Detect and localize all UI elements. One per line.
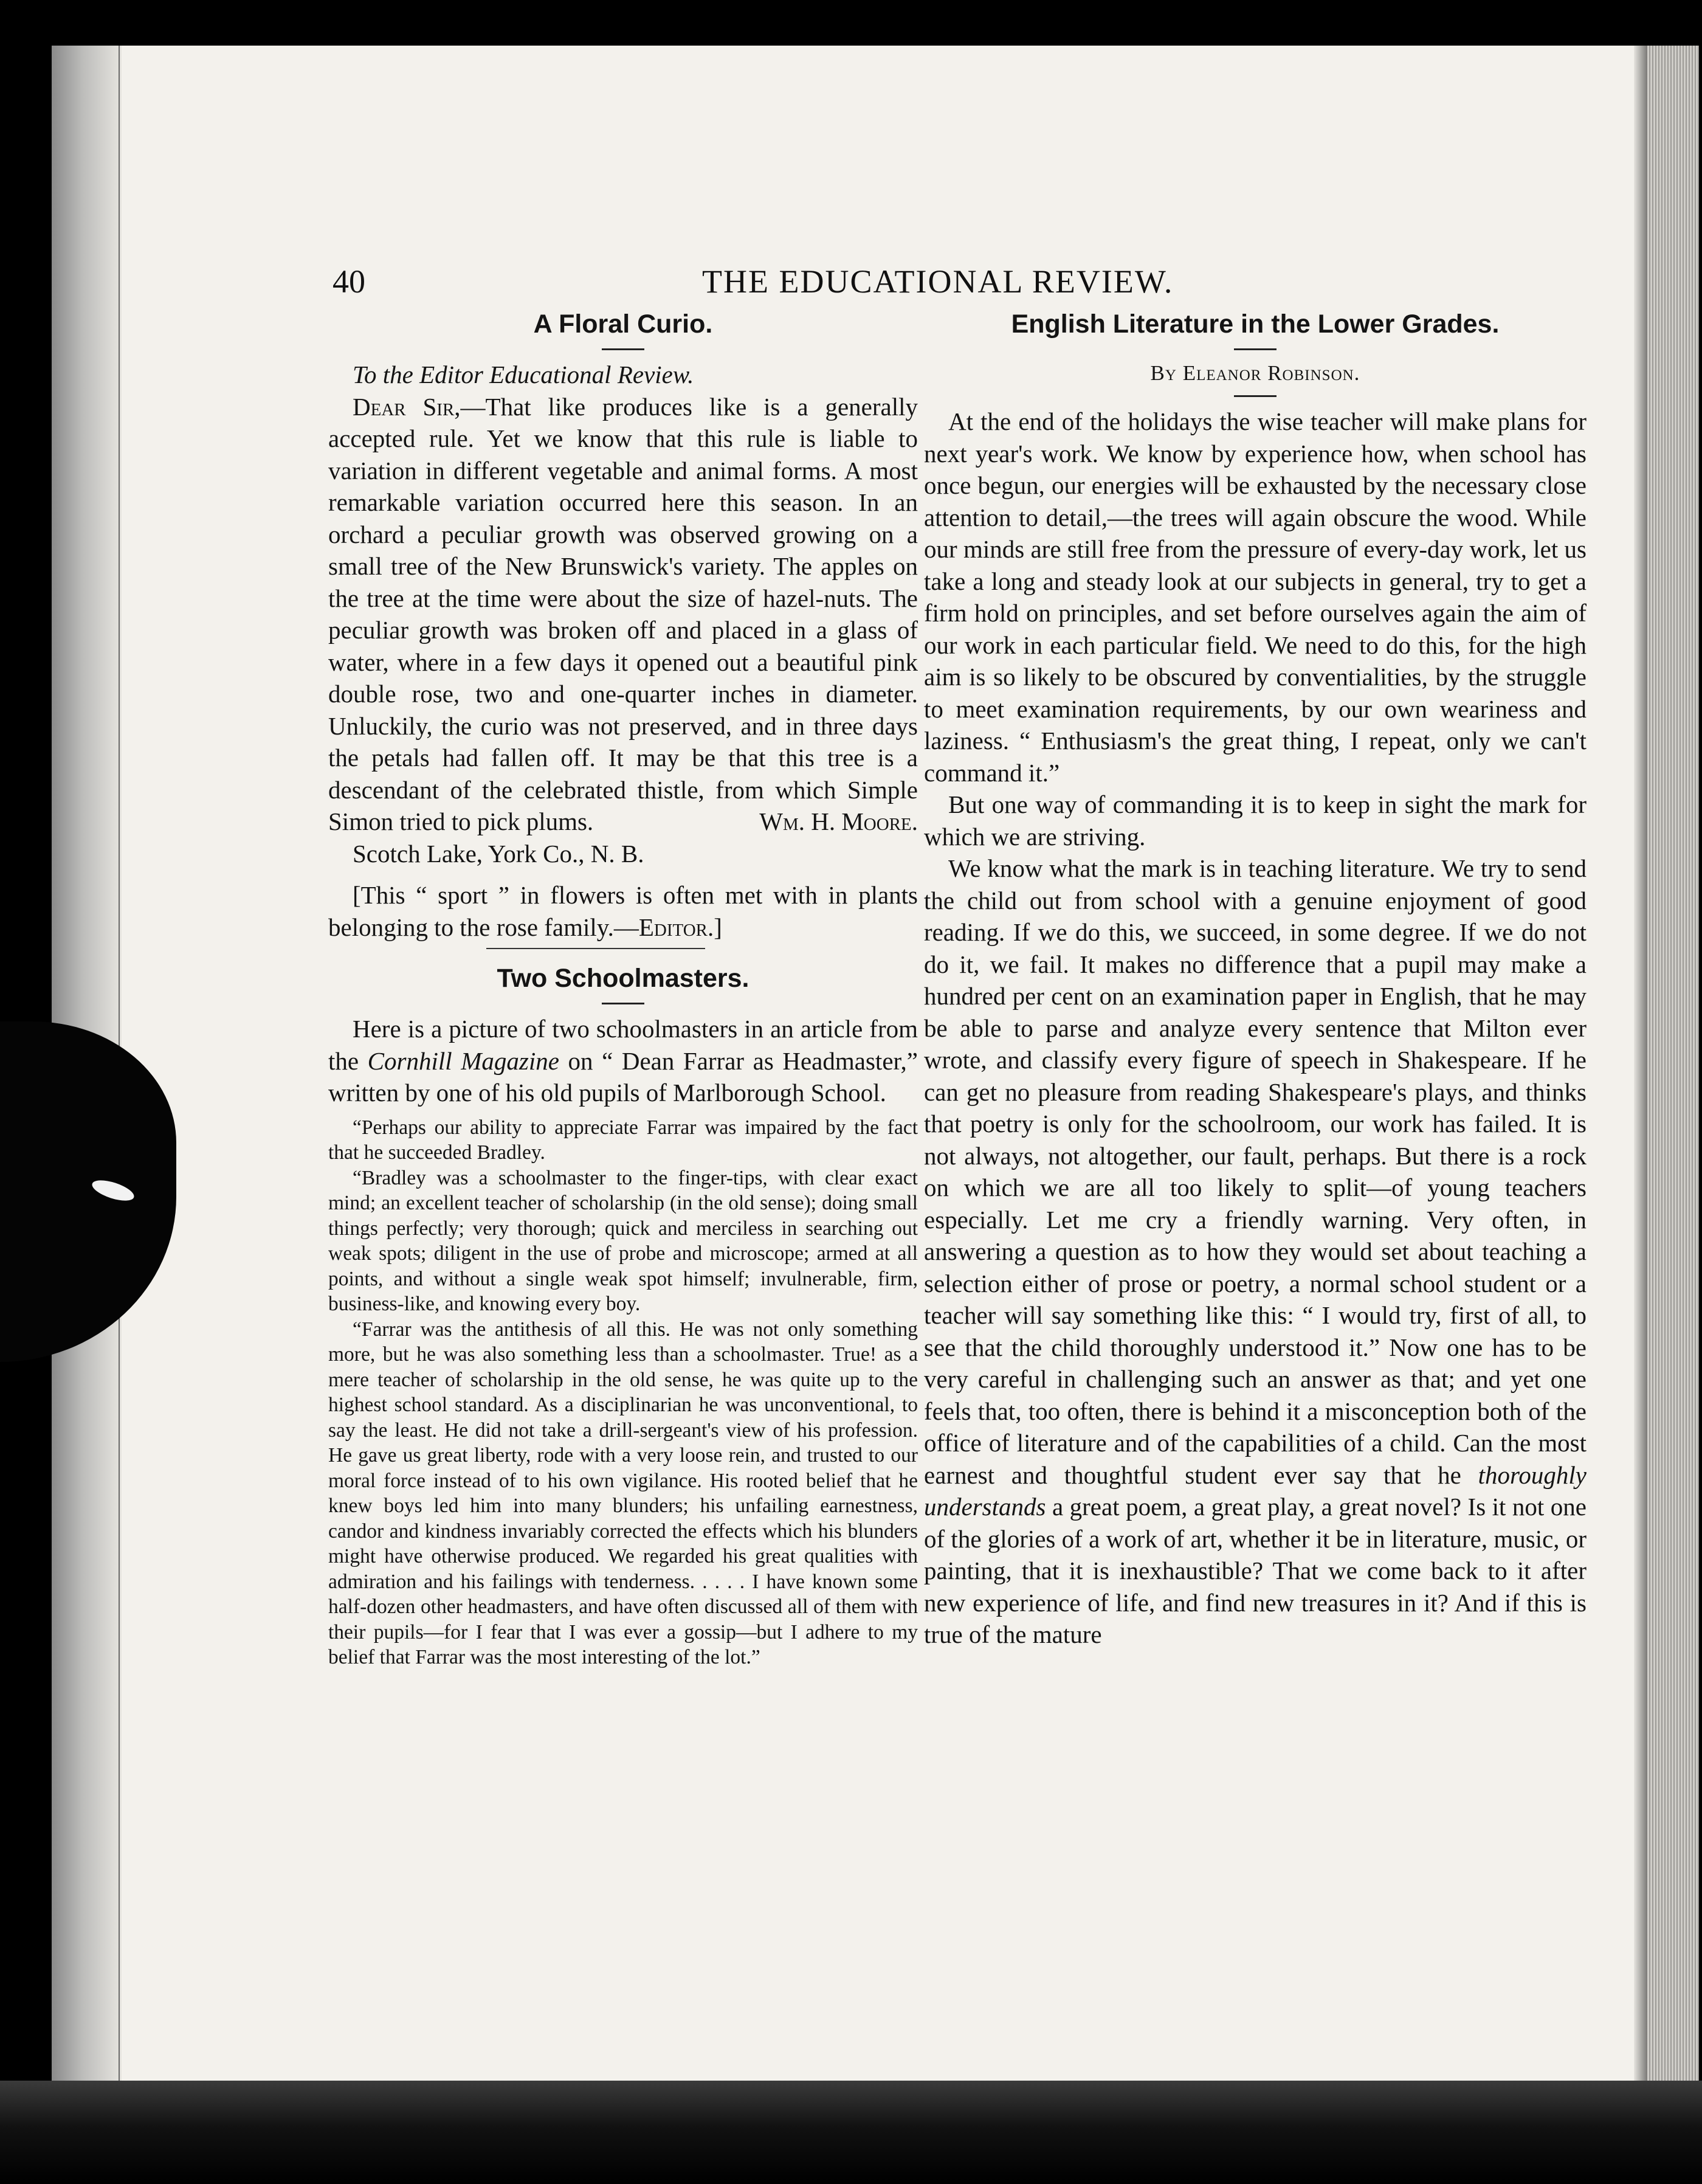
- letter-text: —That like produces like is a generally accepted rule. Yet we know that this rule is liable to variation in different vegetable and animal forms. A most remarkable variation occurred here this season. In an orchard a peculiar growth was observed growing on a small tree of the New Brunswick's variety. The apples on the tree at the time were about the size of hazel-nuts. The peculiar growth was broken off and placed in a glass of water, where in a few days it opened out a beautiful pink double rose, two and one-quarter inches in diameter. Unluckily, the curio was not preserved, and in three days the petals had fallen off. It may be that this tree is a descendant of the celebrated thistle, from which Simple Simon tried to pick plums.: [328, 392, 918, 835]
- quote-paragraph-1: “Perhaps our ability to appreciate Farrar was impaired by the fact that he succeeded Bradley.: [328, 1116, 918, 1164]
- literature-paragraph-2: But one way of commanding it is to keep in sight the mark for which we are striving.: [924, 790, 1587, 851]
- byline-prefix: By: [1150, 361, 1183, 385]
- editor-note: [328, 879, 918, 943]
- journal-title: THE EDUCATIONAL REVIEW.: [702, 263, 1174, 300]
- title-rule: [602, 1003, 644, 1004]
- article-title-english-literature: English Literature in the Lower Grades.: [1011, 309, 1500, 339]
- paragraph-3-end: a great poem, a great play, a great novel? Is it not one of the glories of a work of art, whether it be in literature, music, or painting, that it is inexhaustible? That we come back to it after new experience of life, and find new treasures in it? And if this is true of the mature: [924, 1493, 1587, 1648]
- running-header: [52, 257, 1699, 306]
- title-rule: [602, 348, 644, 350]
- byline: [924, 359, 1587, 388]
- literature-paragraph-3: [924, 852, 1587, 1651]
- title-rule: [1234, 348, 1276, 350]
- page-curl-shadow: [1634, 46, 1647, 2086]
- intro-text: Here is a picture of two schoolmasters in an article from the: [328, 1015, 918, 1075]
- letter-location: Scotch Lake, York Co., N. B.: [353, 839, 644, 868]
- intro-text-end: on “ Dean Farrar as Headmaster,” written by one of his old pupils of Marlborough School.: [328, 1046, 918, 1107]
- paragraph-3-italic: thoroughly understands: [924, 1460, 1587, 1521]
- letter-signature: Wm. H. Moore.: [759, 807, 918, 835]
- literature-paragraph-1: At the end of the holidays the wise teacher will make plans for next year's work. We know by experience how, when school has once begun, our energies will be exhausted by the necessary close attention to detail,—the trees will again obscure the wood. While our minds are still free from the pressure of every-day work, let us take a long and steady look at our subjects in general, try to get a firm hold on principles, and set before ourselves again the aim of our work in each particular field. We need to do this, for the high aim is so likely to be obscured by conventialities, by the struggle to meet examination requirements, by our own weariness and laziness. “ Enthusiasm's the great thing, I repeat, only we can't command it.”: [924, 407, 1587, 787]
- right-column: [924, 307, 1587, 1651]
- editor-note-close: ]: [714, 913, 722, 941]
- letter-body: [328, 391, 918, 838]
- letter-address: To the Editor Educational Review.: [353, 361, 694, 389]
- page-number: 40: [332, 263, 365, 300]
- magazine-name: Cornhill Magazine: [367, 1046, 559, 1075]
- editor-note-text: [This “ sport ” in flowers is often met with in plants belonging to the rose family.—: [328, 881, 918, 941]
- bottom-shadow-band: [0, 2081, 1702, 2184]
- page-stack-edge: [1647, 46, 1699, 2086]
- quote-paragraph-2: “Bradley was a schoolmaster to the finger-tips, with clear exact mind; an excellent teacher of scholarship (in the old sense); doing small things perfectly; very thorough; quick and merciless in searching out weak spots; diligent in the use of probe and microscope; armed at all points, and without a single weak spot himself; invulnerable, firm, business-like, and knowing every boy.: [328, 1166, 918, 1315]
- quote-paragraph-3: “Farrar was the antithesis of all this. He was not only something more, but he was also something less than a schoolmaster. True! as a mere teacher of scholarship in the old sense, he was quite up to the highest school standard. As a disciplinarian he was unconventional, to say the least. He did not take a drill-sergeant's view of his profession. He gave us great liberty, rode with a very loose rein, and trusted to our moral force instead of to his own vigilance. His rooted belief that he knew boys led him into many blunders; his unfailing earnestness, candor and kindness invariably corrected the effects which his blunders might have otherwise produced. We regarded his great qualities with admiration and his failings with tenderness. . . . . I have known some half-dozen other headmasters, and have often discussed all of them with their pupils—for I fear that I was ever a gossip—but I adhere to my belief that Farrar was the most interesting of the lot.”: [328, 1318, 918, 1668]
- schoolmasters-intro: [328, 1013, 918, 1109]
- paragraph-3-text: We know what the mark is in teaching literature. We try to send the child out from school with a genuine enjoyment of good reading. If we do this, we succeed, in some degree. If we do not do it, we fail. It makes no difference that a pupil may make a hundred per cent on an examination paper in English, that he may be able to parse and analyze every sentence that Milton ever wrote, and classify every figure of speech in Shakespeare. If he can get no pleasure from reading Shakespeare's plays, and thinks that poetry is only for the schoolroom, our work has failed. It is not always, not altogether, our fault, perhaps. But there is a rock on which we are all too likely to split—of young teachers especially. Let me cry a friendly warning. Very often, in answering a question as to how they would set about teaching a selection either of prose or poetry, a normal school student or a teacher will say something like this: “ I would try, first of all, to see that the child thoroughly understood it.” Now one has to be very careful in challenging such an answer as that; and yet one feels that, too often, there is behind it a misconception both of the office of literature and of the capabilities of a child. Can the most earnest and thoughtful student ever say that he: [924, 854, 1587, 1489]
- article-title-two-schoolmasters: Two Schoolmasters.: [497, 964, 749, 993]
- letter-salutation: Dear Sir,: [353, 392, 461, 421]
- byline-rule: [1234, 395, 1276, 397]
- author-name: Eleanor Robinson.: [1182, 361, 1360, 385]
- article-title-floral-curio: A Floral Curio.: [533, 309, 713, 339]
- editor-signature: Editor.: [638, 913, 714, 941]
- journal-page: [52, 46, 1699, 2086]
- left-column: [328, 307, 918, 1670]
- section-end-rule: [486, 948, 705, 949]
